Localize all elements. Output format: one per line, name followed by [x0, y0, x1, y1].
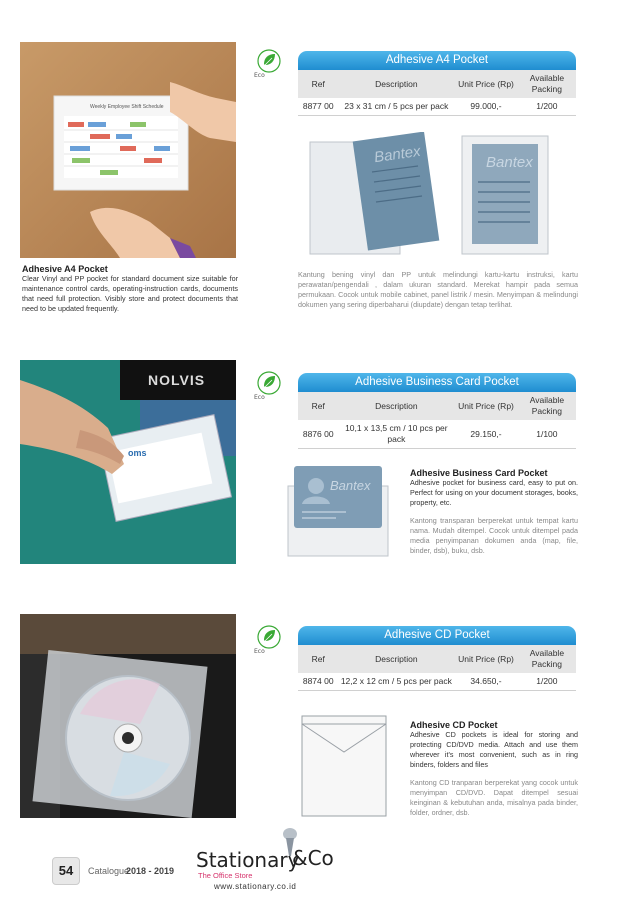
column-header: Ref	[298, 645, 338, 673]
catalogue-years: 2018 - 2019	[126, 866, 175, 876]
column-header: Unit Price (Rp)	[454, 392, 517, 420]
eco-icon	[256, 48, 284, 82]
spec-table	[298, 70, 576, 116]
caption-body: Adhesive pocket for business card, easy to put on. Perfect for using on your document storages, books, property, etc.	[410, 478, 578, 507]
table-row	[298, 673, 576, 691]
caption-block	[22, 264, 238, 314]
table-cell: 8877 00	[298, 98, 338, 116]
description-id: Kantong CD tranparan berperekat yang cocok untuk menyimpan CD/DVD. Dapat ditempel sesuai keinginan & kebutuhan anda, misalnya pada binder, folder, ordner, dsb.	[410, 778, 578, 817]
table-cell: 23 x 31 cm / 5 pcs per pack	[338, 98, 454, 116]
table-cell: 10,1 x 13,5 cm / 10 pcs per pack	[338, 420, 454, 449]
column-header: Unit Price (Rp)	[454, 70, 517, 98]
table-row	[298, 98, 576, 116]
table-cell: 8874 00	[298, 673, 338, 691]
brand-name: Stationary	[196, 848, 300, 872]
table-header-row	[298, 70, 576, 98]
brand-tagline: The Office Store	[198, 871, 253, 880]
table-header-row	[298, 645, 576, 673]
table-header-row	[298, 392, 576, 420]
business-card-pocket-photo	[20, 360, 236, 564]
cd-pocket-product-image	[300, 714, 388, 818]
caption-body: Clear Vinyl and PP pocket for standard document size suitable for maintenance control cards, operating-instruction cards, documents that need full protection. Visibly store and protect documents that need to be updated frequently.	[22, 274, 238, 313]
caption-title: Adhesive Business Card Pocket	[410, 468, 548, 478]
column-header: Description	[338, 70, 454, 98]
table-cell: 1/100	[518, 420, 576, 449]
stationary-co-logo	[196, 826, 346, 890]
column-header: Description	[338, 645, 454, 673]
brand-watermark: Bantex	[330, 478, 371, 493]
column-header: Ref	[298, 70, 338, 98]
brand-amp: &Co	[292, 846, 334, 870]
website-link[interactable]: www.stationary.co.id	[214, 882, 297, 891]
column-header: Ref	[298, 392, 338, 420]
section-header: Adhesive A4 Pocket	[298, 51, 576, 70]
cd-pocket-photo	[20, 614, 236, 818]
description-id: Kantong transparan berperekat untuk tempat kartu nama. Mudah ditempel. Cocok untuk ditempel pada media penyimpanan dokumen anda (map, file, binder, dsb), buku, dsb.	[410, 516, 578, 555]
table-cell: 1/200	[518, 98, 576, 116]
table-cell: 12,2 x 12 cm / 5 pcs per pack	[338, 673, 454, 691]
table-cell: 99.000,-	[454, 98, 517, 116]
table-row	[298, 420, 576, 449]
caption-title: Adhesive A4 Pocket	[22, 264, 108, 274]
caption-body: Adhesive CD pockets is ideal for storing and protecting CD/DVD media. Attach and use them wherever it's most convenient, such as in ring binders, folders and files	[410, 730, 578, 769]
schedule-title: Weekly Employee Shift Schedule	[90, 104, 164, 110]
brand-watermark: Bantex	[486, 154, 533, 171]
caption-title: Adhesive CD Pocket	[410, 720, 498, 730]
spec-table	[298, 392, 576, 449]
catalogue-label: Catalogue	[88, 866, 130, 876]
table-cell: 34.650,-	[454, 673, 517, 691]
eco-label: Eco	[254, 72, 265, 79]
photo-brand-text: NOLVIS	[148, 372, 206, 388]
table-cell: 1/200	[518, 673, 576, 691]
eco-icon	[256, 624, 284, 658]
table-cell: 29.150,-	[454, 420, 517, 449]
eco-label: Eco	[254, 648, 265, 655]
column-header: Description	[338, 392, 454, 420]
a4-pocket-photo	[20, 42, 236, 258]
caption-block	[410, 720, 578, 818]
eco-icon	[256, 370, 284, 404]
column-header: Available Packing	[518, 70, 576, 98]
column-header: Available Packing	[518, 392, 576, 420]
column-header: Unit Price (Rp)	[454, 645, 517, 673]
brand-watermark: Bantex	[373, 142, 422, 167]
column-header: Available Packing	[518, 645, 576, 673]
section-header: Adhesive Business Card Pocket	[298, 373, 576, 392]
a4-pocket-product-image	[300, 132, 570, 262]
spec-table	[298, 645, 576, 691]
section-header: Adhesive CD Pocket	[298, 626, 576, 645]
caption-block	[410, 468, 578, 556]
table-cell: 8876 00	[298, 420, 338, 449]
card-brand-text: oms	[128, 448, 147, 458]
eco-label: Eco	[254, 394, 265, 401]
description-id: Kantung bening vinyl dan PP untuk melindungi kartu-kartu instruksi, kartu perawatan/pengendali , dalam ukuran standard. Merekat hampir pada semua permukaan. Cocok untuk mobile cabinet, panel listrik / mesin. Menyimpan & melindungi dokumen yang sering diperbaharui (diupdate) dengan tetap terlihat.	[298, 270, 578, 309]
page-number: 54	[52, 857, 80, 885]
business-card-pocket-product-image	[286, 462, 390, 558]
